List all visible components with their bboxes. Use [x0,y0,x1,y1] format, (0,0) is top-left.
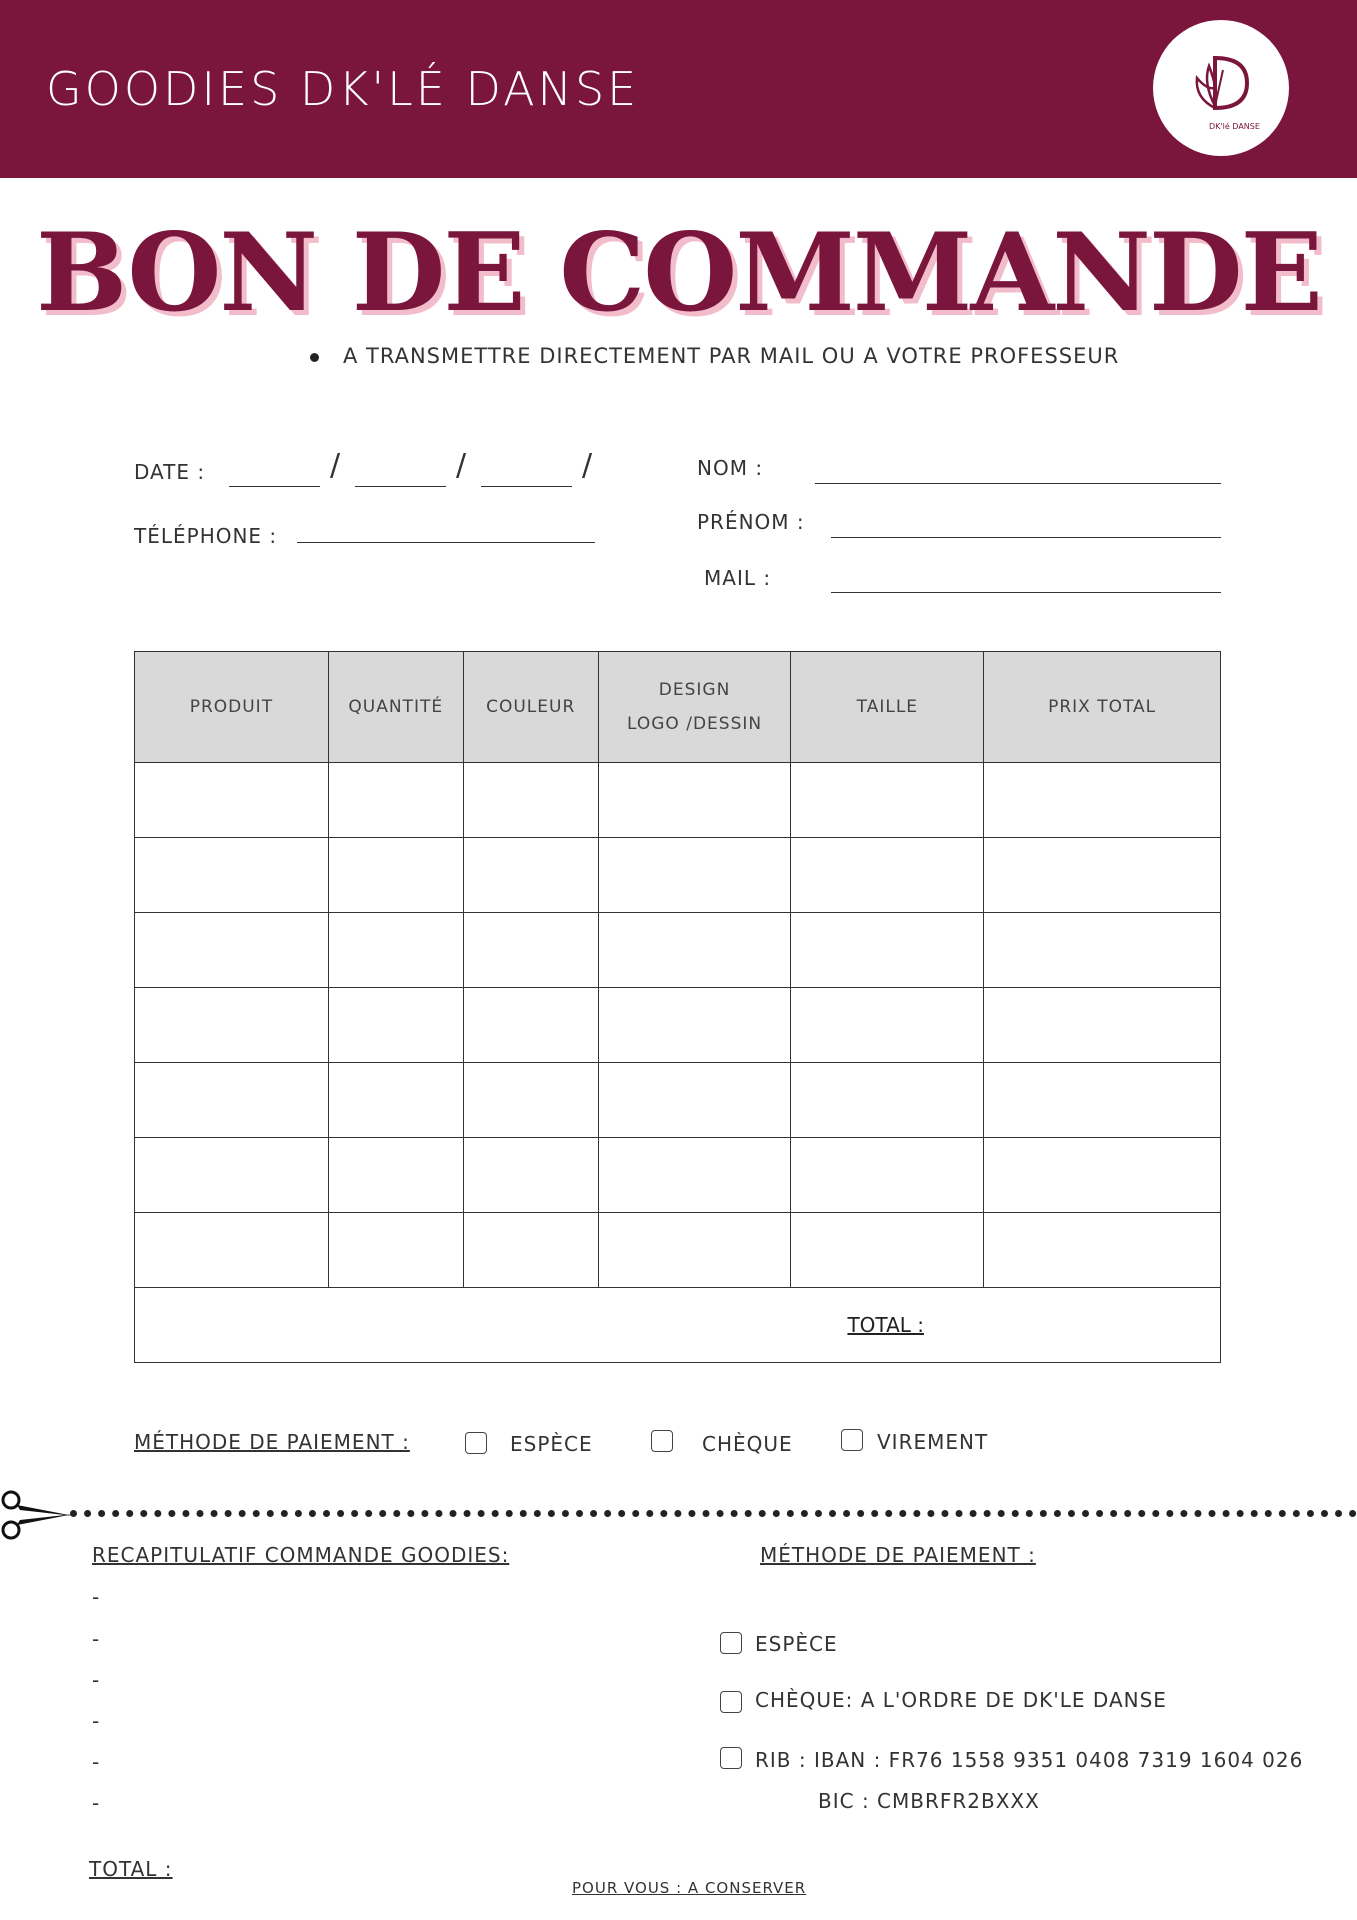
table-cell[interactable] [135,1063,329,1138]
header-prix-total: PRIX TOTAL [984,652,1221,763]
table-cell[interactable] [463,1213,598,1288]
recap-espece-label: ESPÈCE [755,1632,838,1656]
header-couleur: COULEUR [463,652,598,763]
table-cell[interactable] [328,1213,463,1288]
recap-line: - [92,1585,100,1609]
header-title: GOODIES DK'LÉ DANSE [46,62,640,116]
table-cell[interactable] [135,913,329,988]
header-banner [0,0,1357,178]
subtitle-text: A TRANSMETTRE DIRECTEMENT PAR MAIL OU A VOTRE PROFESSEUR [343,344,1120,368]
header-design-line1: DESIGN [658,680,731,700]
recap-line: - [92,1750,100,1774]
virement-label: VIREMENT [877,1430,989,1454]
recap-line: - [92,1791,100,1815]
table-row [135,1213,1221,1288]
telephone-label: TÉLÉPHONE : [134,524,278,548]
footer-note: POUR VOUS : A CONSERVER [572,1879,807,1897]
table-cell[interactable] [463,763,598,838]
recap-line: - [92,1627,100,1651]
table-cell[interactable] [598,988,791,1063]
table-cell[interactable] [328,838,463,913]
recap-total-label: TOTAL : [89,1857,173,1881]
table-cell[interactable] [328,1138,463,1213]
logo-text: DK'lé DANSE [1209,122,1260,131]
table-cell[interactable] [598,1138,791,1213]
telephone-field[interactable] [297,542,595,543]
page-title: BON DE COMMANDE [36,210,1321,336]
table-cell[interactable] [463,988,598,1063]
header-quantite: QUANTITÉ [328,652,463,763]
prenom-field[interactable] [831,537,1221,538]
table-cell[interactable] [984,1138,1221,1213]
table-cell[interactable] [598,1213,791,1288]
date-separator-2: / [456,448,467,483]
table-cell[interactable] [984,1213,1221,1288]
order-table [134,651,1221,1363]
table-cell[interactable] [135,1138,329,1213]
table-header-row [135,652,1221,763]
table-cell[interactable] [463,913,598,988]
payment-method-label: MÉTHODE DE PAIEMENT : [134,1430,410,1454]
recap-title: RECAPITULATIF COMMANDE GOODIES: [92,1543,510,1567]
date-day-field[interactable] [229,486,320,487]
header-design [598,652,791,763]
table-row [135,988,1221,1063]
table-row [135,913,1221,988]
header-design-line2: LOGO /DESSIN [627,714,763,734]
recap-cheque-label: CHÈQUE: A L'ORDRE DE DK'LE DANSE [755,1688,1167,1712]
espece-checkbox[interactable] [465,1432,487,1454]
header-produit: PRODUIT [135,652,329,763]
mail-field[interactable] [831,592,1221,593]
table-cell[interactable] [328,988,463,1063]
date-separator-1: / [330,448,341,483]
recap-bic-label: BIC : CMBRFR2BXXX [818,1789,1040,1813]
header-taille: TAILLE [791,652,984,763]
table-row [135,763,1221,838]
dance-logo-icon [1185,48,1257,118]
table-cell[interactable] [135,988,329,1063]
table-row [135,1138,1221,1213]
table-cell[interactable] [984,913,1221,988]
table-cell[interactable] [598,763,791,838]
date-year-field[interactable] [481,486,572,487]
table-cell[interactable] [328,763,463,838]
logo [1153,20,1289,156]
table-cell[interactable] [598,913,791,988]
recap-cheque-checkbox[interactable] [720,1691,742,1713]
table-cell[interactable] [984,988,1221,1063]
table-cell[interactable] [598,838,791,913]
table-cell[interactable] [791,1063,984,1138]
table-cell[interactable] [598,1063,791,1138]
recap-line: - [92,1668,100,1692]
cheque-label: CHÈQUE [702,1432,793,1456]
virement-checkbox[interactable] [841,1429,863,1451]
table-cell[interactable] [463,1138,598,1213]
date-month-field[interactable] [355,486,446,487]
recap-espece-checkbox[interactable] [720,1632,742,1654]
table-cell[interactable] [328,913,463,988]
table-cell[interactable] [463,1063,598,1138]
table-cell[interactable] [984,838,1221,913]
table-cell[interactable] [791,988,984,1063]
table-cell[interactable] [791,838,984,913]
recap-payment-label: MÉTHODE DE PAIEMENT : [760,1543,1036,1567]
table-cell[interactable] [984,763,1221,838]
cut-line [70,1510,1357,1517]
table-cell[interactable] [135,1213,329,1288]
date-separator-3: / [582,448,593,483]
espece-label: ESPÈCE [510,1432,593,1456]
table-row [135,838,1221,913]
table-cell[interactable] [463,838,598,913]
table-cell[interactable] [791,913,984,988]
recap-line: - [92,1709,100,1733]
table-cell[interactable] [984,1063,1221,1138]
prenom-label: PRÉNOM : [697,510,805,534]
date-label: DATE : [134,460,206,484]
table-cell[interactable] [791,1138,984,1213]
nom-label: NOM : [697,456,764,480]
scissors-icon [0,1490,76,1540]
table-row [135,1063,1221,1138]
recap-rib-checkbox[interactable] [720,1747,742,1769]
mail-label: MAIL : [704,566,772,590]
subtitle [310,344,1119,368]
bullet-icon [310,353,319,362]
table-cell[interactable] [328,1063,463,1138]
recap-rib-label: RIB : IBAN : FR76 1558 9351 0408 7319 1604 026 [755,1748,1304,1772]
table-cell[interactable] [791,763,984,838]
table-cell[interactable] [791,1213,984,1288]
table-cell[interactable] [135,763,329,838]
table-total-label: TOTAL : [135,1288,1221,1363]
nom-field[interactable] [815,483,1221,484]
table-cell[interactable] [135,838,329,913]
table-total-row [135,1288,1221,1363]
cheque-checkbox[interactable] [651,1430,673,1452]
